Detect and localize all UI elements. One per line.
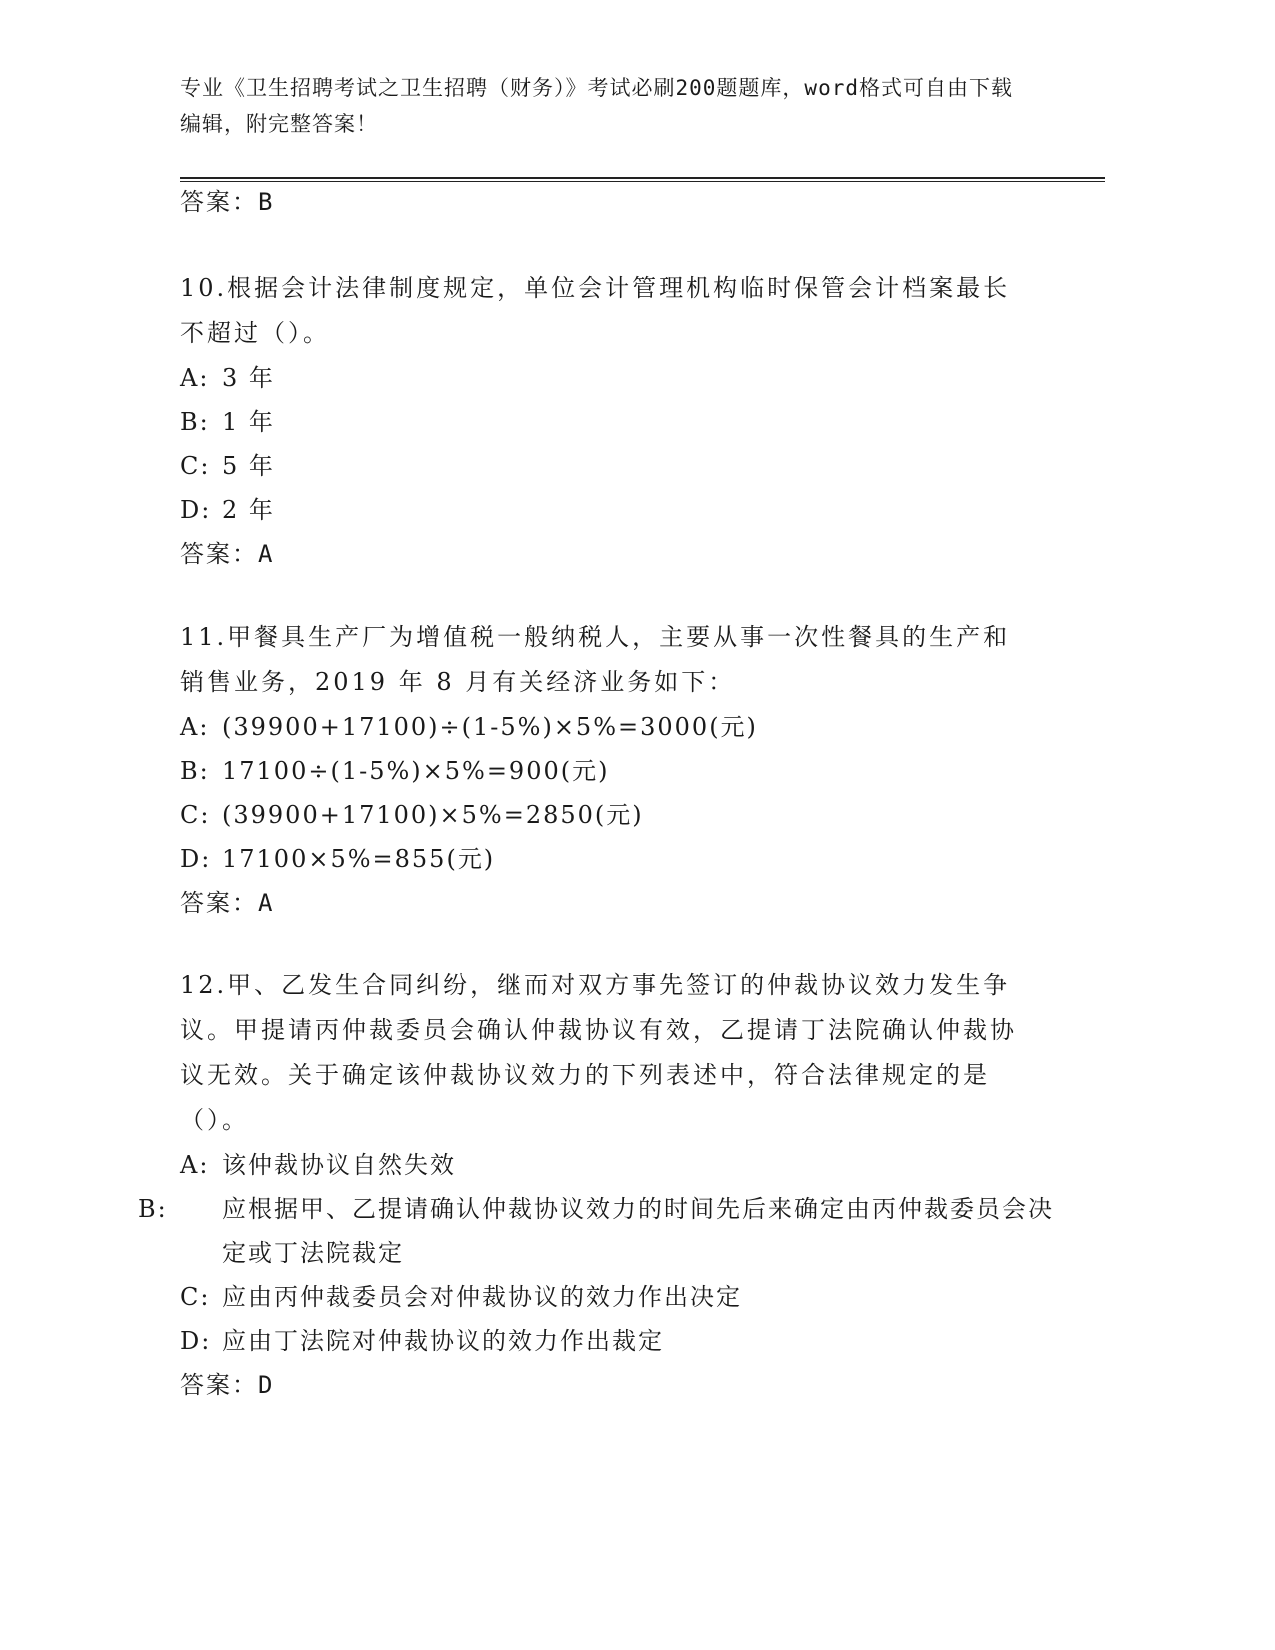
document-header: 专业《卫生招聘考试之卫生招聘（财务）》考试必刷200题题库，word格式可自由下载编辑，附完整答案！ xyxy=(180,76,1013,136)
option-text: 应根据甲、乙提请确认仲裁协议效力的时间先后来确定由丙仲裁委员会决定或丁法院裁定 xyxy=(222,1195,1054,1267)
previous-answer: 答案：B xyxy=(180,188,275,216)
option-text: 17100×5%=855(元) xyxy=(222,845,496,873)
option-c xyxy=(180,1275,1030,1319)
option-text: 应由丁法院对仲裁协议的效力作出裁定 xyxy=(222,1327,664,1355)
option-a xyxy=(180,1143,1030,1187)
option-label: C: xyxy=(180,801,211,829)
option-d xyxy=(180,1319,1030,1363)
option-text: (39900+17100)÷(1-5%)×5%=3000(元) xyxy=(222,713,758,741)
option-label: C: xyxy=(180,452,211,480)
option-label: A: xyxy=(180,713,210,741)
option-d xyxy=(180,488,1030,532)
option-text: 3 年 xyxy=(222,364,275,392)
question-text: 10.根据会计法律制度规定，单位会计管理机构临时保管会计档案最长不超过（）。 xyxy=(180,274,1011,347)
option-text: 应由丙仲裁委员会对仲裁协议的效力作出决定 xyxy=(222,1283,742,1311)
question-text: 12.甲、乙发生合同纠纷，继而对双方事先签订的仲裁协议效力发生争议。甲提请丙仲裁委员会确认仲裁协议有效，乙提请丁法院确认仲裁协议无效。关于确定该仲裁协议效力的下列表述中，符合法律规定的是（）。 xyxy=(180,971,1017,1134)
option-label: B: xyxy=(138,1195,168,1223)
option-b xyxy=(180,749,1030,793)
option-a xyxy=(180,356,1030,400)
option-label: B: xyxy=(180,408,210,436)
option-label: D: xyxy=(180,496,212,524)
option-text: 17100÷(1-5%)×5%=900(元) xyxy=(222,757,610,785)
option-b xyxy=(138,1187,1072,1275)
question-12 xyxy=(138,963,1110,1407)
option-text: 该仲裁协议自然失效 xyxy=(222,1151,456,1179)
option-b xyxy=(180,400,1030,444)
question-10 xyxy=(180,266,1110,576)
option-label: D: xyxy=(180,845,212,873)
option-text: 1 年 xyxy=(222,408,275,436)
question-text: 11.甲餐具生产厂为增值税一般纳税人，主要从事一次性餐具的生产和销售业务，2019 年 8 月有关经济业务如下： xyxy=(180,623,1011,696)
option-label: A: xyxy=(180,1151,210,1179)
option-label: D: xyxy=(180,1327,212,1355)
option-label: C: xyxy=(180,1283,211,1311)
option-label: A: xyxy=(180,364,210,392)
question-11 xyxy=(180,615,1110,925)
option-a xyxy=(180,705,1030,749)
option-text: 2 年 xyxy=(222,496,275,524)
option-text: (39900+17100)×5%=2850(元) xyxy=(222,801,644,829)
option-c xyxy=(180,444,1030,488)
answer-line: 答案：A xyxy=(180,540,275,568)
option-d xyxy=(180,837,1030,881)
option-label: B: xyxy=(180,757,210,785)
option-text: 5 年 xyxy=(222,452,275,480)
answer-line: 答案：A xyxy=(180,889,275,917)
answer-line: 答案：D xyxy=(180,1371,275,1399)
option-c xyxy=(180,793,1030,837)
